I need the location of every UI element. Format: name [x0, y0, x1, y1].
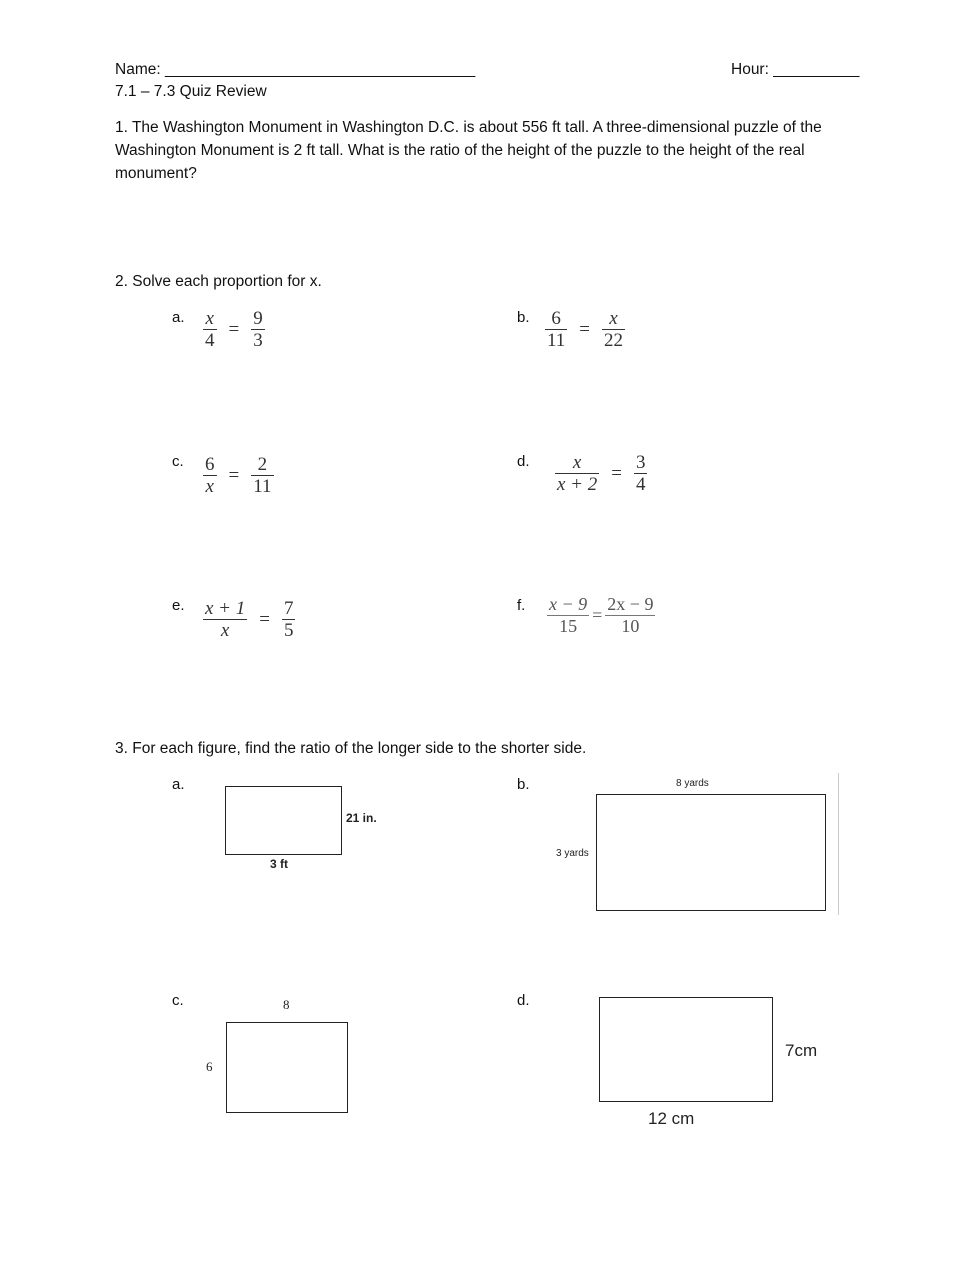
fraction-left — [555, 452, 599, 495]
numerator: 9 — [253, 308, 263, 329]
fraction-left — [203, 454, 217, 497]
proportion-2f — [547, 594, 655, 637]
left-label-3b: 3 yards — [556, 848, 589, 859]
fraction-right — [634, 452, 648, 495]
numerator: 7 — [283, 598, 294, 619]
equals-sign: = — [259, 608, 270, 630]
denominator: 4 — [205, 330, 215, 352]
side-label-3a: 21 in. — [346, 811, 377, 825]
figure-3d-label: d. — [517, 992, 530, 1009]
numerator: x — [205, 308, 214, 329]
top-label-3c: 8 — [283, 997, 290, 1012]
rectangle-3b — [596, 794, 826, 911]
numerator: 2 — [257, 454, 268, 475]
fraction-left — [203, 598, 247, 641]
problem-2f-label: f. — [517, 597, 526, 614]
proportion-2c — [203, 454, 274, 497]
fraction-right — [251, 308, 265, 351]
fraction-left — [545, 308, 567, 351]
question-2-prompt: 2. Solve each proportion for x. — [115, 273, 322, 290]
image-edge-divider — [838, 773, 839, 915]
numerator: 2x − 9 — [607, 594, 654, 614]
equals-sign: = — [592, 605, 603, 626]
denominator: 3 — [253, 330, 263, 352]
figure-3c-label: c. — [172, 992, 184, 1009]
top-label-3b: 8 yards — [676, 778, 709, 789]
problem-2e-label: e. — [172, 597, 185, 614]
rectangle-3d — [599, 997, 773, 1102]
fraction-right — [282, 598, 296, 641]
denominator: x — [220, 620, 230, 642]
equals-sign: = — [579, 318, 591, 340]
denominator: x + 2 — [557, 474, 598, 496]
numerator: x — [572, 452, 582, 473]
right-label-3d: 7cm — [785, 1041, 818, 1060]
proportion-2a — [203, 308, 265, 351]
left-label-3c: 6 — [206, 1059, 213, 1074]
bottom-label-3a: 3 ft — [270, 857, 288, 871]
numerator: 6 — [551, 308, 561, 329]
problem-2d-label: d. — [517, 453, 530, 470]
numerator: 3 — [635, 452, 646, 473]
rectangle-3c — [226, 1022, 348, 1113]
numerator: x + 1 — [205, 598, 246, 619]
fraction-right — [251, 454, 273, 497]
page-title: 7.1 – 7.3 Quiz Review — [115, 83, 267, 100]
denominator: 22 — [604, 330, 624, 352]
denominator: 10 — [621, 616, 640, 637]
equals-sign: = — [228, 464, 240, 486]
proportion-2b — [545, 308, 625, 351]
bottom-label-3d: 12 cm — [648, 1109, 695, 1128]
fraction-right — [605, 594, 655, 637]
question-1-text: 1. The Washington Monument in Washington D.C. is about 556 ft tall. A three-dimensional puzzle of the Washington Monument is 2 ft tall. What is the ratio of the height of the puzzle to the height of the real monument? — [115, 119, 822, 182]
denominator: 11 — [547, 330, 566, 352]
numerator: x − 9 — [549, 594, 588, 614]
numerator: x — [609, 308, 618, 329]
denominator: 11 — [253, 476, 272, 498]
equals-sign: = — [228, 318, 240, 340]
problem-2c-label: c. — [172, 453, 184, 470]
proportion-2e — [203, 598, 295, 641]
fraction-left — [547, 594, 589, 637]
hour-field-label: Hour: __________ — [731, 61, 860, 78]
question-3-prompt: 3. For each figure, find the ratio of the longer side to the shorter side. — [115, 740, 587, 757]
denominator: x — [205, 476, 214, 498]
name-field-label: Name: ____________________________________ — [115, 61, 476, 78]
fraction-right — [602, 308, 625, 351]
proportion-2d — [555, 452, 647, 495]
equals-sign: = — [611, 462, 622, 484]
fraction-left — [203, 308, 217, 351]
denominator: 4 — [635, 474, 646, 496]
denominator: 5 — [283, 620, 294, 642]
rectangle-3a — [225, 786, 342, 855]
numerator: 6 — [205, 454, 215, 475]
figure-3b-label: b. — [517, 776, 530, 793]
problem-2a-label: a. — [172, 309, 185, 326]
problem-2b-label: b. — [517, 309, 530, 326]
denominator: 15 — [559, 616, 578, 637]
figure-3a-label: a. — [172, 776, 185, 793]
